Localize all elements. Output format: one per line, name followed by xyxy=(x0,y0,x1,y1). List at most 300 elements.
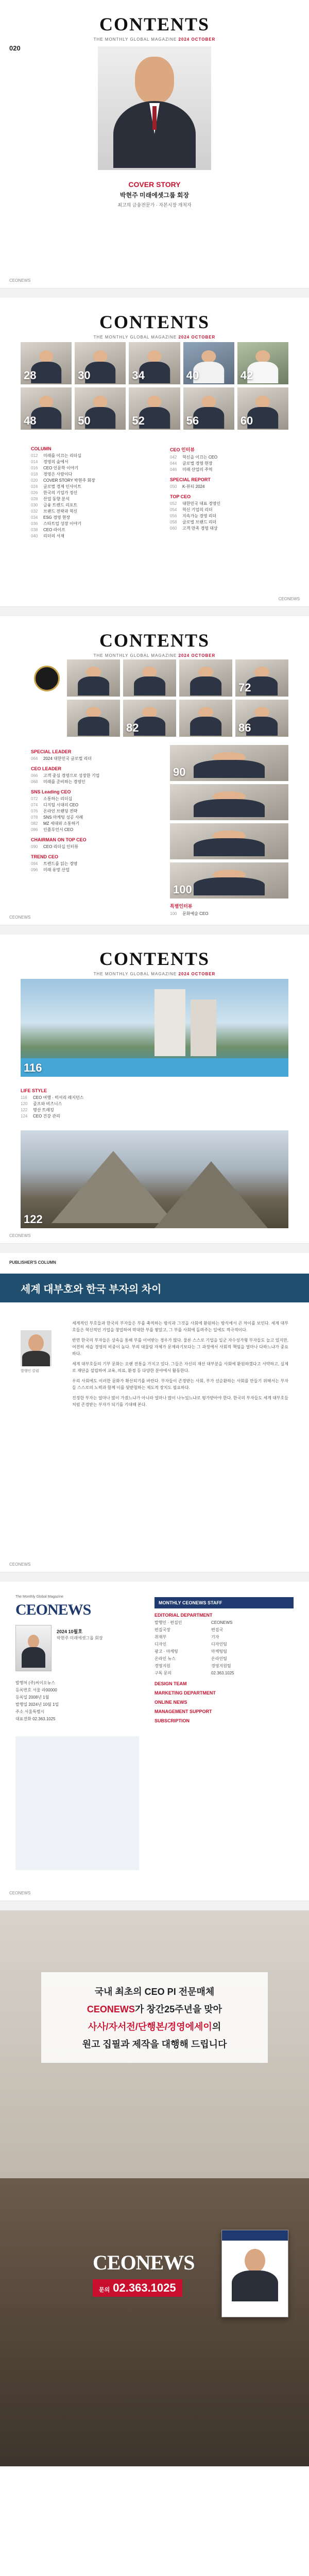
toc-item-title: 혁신을 이끄는 CEO xyxy=(182,455,218,460)
toc-heading: SPECIAL LEADER xyxy=(31,749,72,754)
page-separator xyxy=(0,1572,309,1582)
photo-tile xyxy=(21,342,72,384)
toc-item[interactable] xyxy=(170,454,283,461)
toc-page-number: 120 xyxy=(21,1101,28,1106)
toc-item[interactable] xyxy=(31,844,154,850)
toc-heading: TOP CEO xyxy=(170,494,191,499)
photo-grid xyxy=(67,659,288,737)
staff-name: 온라인팀 xyxy=(211,1656,227,1661)
toc-item[interactable] xyxy=(170,507,283,513)
toc-item[interactable] xyxy=(31,815,154,821)
toc-list xyxy=(170,484,283,490)
toc-page-number: 082 xyxy=(31,821,38,826)
toc-page-number: 124 xyxy=(21,1114,28,1118)
contents-subtitle xyxy=(0,972,309,976)
column-paragraph: 진정한 부자는 얼마나 많이 가졌느냐가 아니라 얼마나 많이 나누었느냐로 평가받아야 한다. 한국의 부자들도 세계 대부호들처럼 존경받는 부자가 되기를 기대해 본다. xyxy=(72,1396,288,1407)
masthead-ad-block xyxy=(15,1736,139,1870)
toc-page-number: 060 xyxy=(170,526,177,531)
photo-tile xyxy=(67,659,120,697)
toc-list xyxy=(31,756,154,762)
toc-item[interactable] xyxy=(31,802,154,808)
toc-page-number: 036 xyxy=(31,521,38,526)
cover-portrait xyxy=(113,57,196,170)
publisher-column-page xyxy=(0,1253,309,1572)
tile-number: 42 xyxy=(240,369,253,382)
column-body xyxy=(72,1320,288,1412)
staff-row xyxy=(154,1655,294,1663)
toc-page-number: 024 xyxy=(31,484,38,489)
staff-row xyxy=(154,1641,294,1648)
toc-page-number: 058 xyxy=(170,520,177,524)
toc-item[interactable] xyxy=(31,779,154,785)
tile-number: 122 xyxy=(24,1213,43,1226)
toc-item-title: 소통하는 리더십 xyxy=(43,796,73,801)
toc-page-number: 052 xyxy=(170,501,177,506)
staff-section-title: EDITORIAL DEPARTMENT xyxy=(154,1613,213,1618)
toc-list xyxy=(31,773,154,785)
column-title-bar xyxy=(0,1274,309,1302)
staff-name: 기자 xyxy=(211,1635,219,1639)
toc-item-title: 경영은 사람이다 xyxy=(43,472,73,477)
toc-heading: 특별인터뷰 xyxy=(170,904,193,909)
staff-section-title: ONLINE NEWS xyxy=(154,1700,187,1705)
photo-tile xyxy=(21,387,72,430)
ad-page xyxy=(0,1910,309,2467)
toc-heading: CEO LEADER xyxy=(31,766,62,771)
toc-item-title: 글로벌 경제 인사이트 xyxy=(43,484,81,489)
toc-item-title: 혁신 기업의 리더 xyxy=(182,507,213,512)
ad-logo: CEONEWS xyxy=(93,2251,195,2274)
toc-item[interactable] xyxy=(170,911,288,917)
toc-page-number: 076 xyxy=(31,809,38,814)
photo-tile xyxy=(67,700,120,737)
info-line: 등록번호 서울 라00000 xyxy=(15,1688,57,1692)
toc-list xyxy=(31,453,144,539)
toc-page-number: 034 xyxy=(31,515,38,520)
cover-photo xyxy=(98,46,211,170)
toc-column-left xyxy=(31,745,154,873)
staff-name: 편집국 xyxy=(211,1628,224,1632)
toc-page-number: 086 xyxy=(31,827,38,832)
photo-tile xyxy=(179,659,232,697)
staff-role: 구독 문의 xyxy=(154,1671,172,1675)
toc-item-title: 글로벌 브랜드 리더 xyxy=(182,520,217,524)
toc-item[interactable] xyxy=(170,519,283,526)
toc-block xyxy=(21,1084,175,1120)
toc-page-number: 038 xyxy=(31,528,38,532)
masthead-logo: CEONEWS xyxy=(15,1601,91,1618)
column-paragraph: 세계적인 부호들과 한국의 부자들은 부를 축적하는 방식과 그것을 사회에 환원하는 방식에서 큰 차이를 보인다. 세계 대부호들은 혁신적인 기업을 창업하여 막대한 부를 쌓았고, 그 부를 사회에 돌려주는 일에도 적극적이다. xyxy=(72,1321,288,1332)
tile-number: 52 xyxy=(132,414,145,427)
toc-item-title: K-뷰티 2024 xyxy=(182,484,205,489)
toc-item-title: 명산 트레킹 xyxy=(33,1108,54,1112)
toc-item[interactable] xyxy=(31,773,154,779)
info-line: 주소 서울특별시 xyxy=(15,1709,45,1714)
column-paragraph: 세계 대부호들의 기부 문화는 오랜 전통을 가지고 있다. 그들은 자신의 재산 대부분을 사회에 환원하겠다고 서약하고, 실제로 재단을 설립하여 교육, 의료, 환경 등 다양한 분야에서 활동한다. xyxy=(72,1362,288,1373)
toc-item-title: COVER STORY 박현주 회장 xyxy=(43,478,95,483)
contents-page-4 xyxy=(0,935,309,1244)
info-line: 대표전화 02.363.1025 xyxy=(15,1717,56,1721)
toc-item[interactable] xyxy=(21,1101,175,1107)
toc-item[interactable] xyxy=(31,521,144,527)
contents-title: CONTENTS xyxy=(99,948,210,969)
toc-item[interactable] xyxy=(170,484,283,490)
staff-header: MONTHLY CEONEWS STAFF xyxy=(154,1597,294,1608)
toc-item[interactable] xyxy=(31,496,144,502)
photo-column-right xyxy=(170,745,288,917)
tile-number: 82 xyxy=(126,721,139,734)
staff-row xyxy=(154,1619,294,1626)
photo-tile xyxy=(129,387,180,430)
contents-subtitle xyxy=(0,37,309,42)
tile-number: 40 xyxy=(186,369,199,382)
toc-item-title: 경영의 숲에서 xyxy=(43,460,68,464)
toc-item[interactable] xyxy=(31,827,154,833)
staff-role: 경영지원 xyxy=(154,1664,170,1668)
photo-tile xyxy=(75,387,126,430)
toc-item[interactable] xyxy=(21,1095,175,1101)
staff-section-title: MANAGEMENT SUPPORT xyxy=(154,1709,212,1714)
resort-photo xyxy=(21,979,288,1077)
toc-item[interactable] xyxy=(31,821,154,827)
toc-item[interactable] xyxy=(31,515,144,521)
cover-story-title: 박현주 미래에셋그룹 회장 xyxy=(119,192,190,199)
toc-item[interactable] xyxy=(170,461,283,467)
toc-list xyxy=(170,911,288,917)
staff-name: 마케팅팀 xyxy=(211,1649,227,1654)
toc-item-title: CEO 리더십 인터뷰 xyxy=(43,844,79,849)
ad-highlight: 사사/자서전/단행본/경영에세이 xyxy=(88,2022,212,2032)
contents-page-3 xyxy=(0,616,309,925)
toc-page-number: 044 xyxy=(170,461,177,466)
toc-page-number: 090 xyxy=(31,844,38,849)
toc-item[interactable] xyxy=(31,484,144,490)
photo-tile xyxy=(170,745,288,781)
staff-row xyxy=(154,1634,294,1641)
contents-subtitle xyxy=(0,653,309,658)
subtitle-prefix: THE MONTHLY GLOBAL MAGAZINE xyxy=(93,972,177,976)
photo-tile xyxy=(183,387,234,430)
toc-heading: LIFE STYLE xyxy=(21,1088,47,1093)
page-number: 020 xyxy=(9,44,21,52)
toc-item-title: 디지털 시대의 CEO xyxy=(43,803,79,807)
info-line: 발행처 (주)씨이오뉴스 xyxy=(15,1681,56,1685)
toc-item[interactable] xyxy=(31,502,144,509)
toc-list xyxy=(170,454,283,473)
toc-item-title: 글로벌 경영 현장 xyxy=(182,461,213,466)
toc-item-title: 미래를 이끄는 리더십 xyxy=(43,453,81,458)
toc-page-number: 050 xyxy=(170,484,177,489)
tile-number: 34 xyxy=(132,369,145,382)
page-footer: CEONEWS xyxy=(9,1233,31,1238)
toc-list xyxy=(31,796,154,833)
toc-page-number: 078 xyxy=(31,815,38,820)
cover-story-desc: 최고의 금융전문가 · 자본시장 개척자 xyxy=(117,202,192,208)
staff-section-title: MARKETING DEPARTMENT xyxy=(154,1690,216,1696)
toc-item-title: 리더의 서재 xyxy=(43,534,64,538)
photo-grid xyxy=(21,342,288,430)
page-footer: CEONEWS xyxy=(9,1562,31,1567)
toc-column-left xyxy=(31,442,144,539)
toc-item-title: 대한민국 대표 경영인 xyxy=(182,501,220,506)
toc-item-title: 한국의 기업가 정신 xyxy=(43,490,78,495)
toc-item[interactable] xyxy=(31,867,154,873)
toc-page-number: 054 xyxy=(170,507,177,512)
staff-role: 디자인 xyxy=(154,1642,167,1647)
toc-item-title: 산업 동향 분석 xyxy=(43,497,70,501)
staff-name: 02.363.1025 xyxy=(211,1671,234,1675)
page-footer: CEONEWS xyxy=(9,915,31,920)
page-separator xyxy=(0,607,309,616)
photo-tile xyxy=(237,342,288,384)
toc-item[interactable] xyxy=(31,509,144,515)
toc-page-number: 064 xyxy=(31,756,38,761)
toc-item[interactable] xyxy=(31,527,144,533)
toc-heading: SNS Leading CEO xyxy=(31,789,71,794)
toc-item-title: 인플루언서 CEO xyxy=(43,827,74,832)
toc-list xyxy=(170,501,283,532)
toc-page-number: 056 xyxy=(170,514,177,518)
column-label: PUBLISHER'S COLUMN xyxy=(9,1260,56,1265)
info-line: 등록일 2008년 1월 xyxy=(15,1695,49,1700)
ad-line-1: 국내 최초의 CEO PI 전문매체 xyxy=(94,1987,215,1997)
author-photo xyxy=(21,1330,52,1366)
contents-page-cover xyxy=(0,0,309,289)
toc-item-title: ESG 경영 현장 xyxy=(43,515,71,520)
info-line: 발행일 2024년 10월 1일 xyxy=(15,1702,59,1707)
ad-line-4: 원고 집필과 제작을 대행해 드립니다 xyxy=(82,2039,227,2049)
toc-item-title: 2024 대한민국 글로벌 리더 xyxy=(43,756,92,761)
toc-list xyxy=(21,1095,175,1120)
staff-name: 디자인팀 xyxy=(211,1642,227,1647)
toc-page-number: 068 xyxy=(31,779,38,784)
toc-page-number: 032 xyxy=(31,509,38,514)
subtitle-issue: 2024 OCTOBER xyxy=(178,972,216,976)
toc-item[interactable] xyxy=(31,861,154,867)
toc-item-title: 온라인 브랜딩 전략 xyxy=(43,809,78,814)
toc-item[interactable] xyxy=(170,513,283,519)
staff-row xyxy=(154,1670,294,1677)
toc-item[interactable] xyxy=(170,526,283,532)
toc-column-right xyxy=(170,442,283,532)
tile-number: 60 xyxy=(240,414,253,427)
masthead-cover-thumb xyxy=(15,1625,52,1671)
toc-item-title: MZ 세대와 소통하기 xyxy=(43,821,80,826)
ad-desk-scene xyxy=(0,2178,309,2467)
toc-item-title: CEO 여행 · 럭셔리 레지던스 xyxy=(33,1095,84,1100)
photo-tile xyxy=(129,342,180,384)
toc-page-number: 116 xyxy=(21,1095,27,1100)
toc-item-title: SNS 마케팅 성공 사례 xyxy=(43,815,83,820)
toc-page-number: 028 xyxy=(31,497,38,501)
subtitle-prefix: THE MONTHLY GLOBAL MAGAZINE xyxy=(93,653,177,658)
badge-circle xyxy=(34,666,60,691)
toc-item-title: 스타트업 성장 이야기 xyxy=(43,521,81,526)
mountain-photo xyxy=(21,1130,288,1228)
toc-item[interactable] xyxy=(31,478,144,484)
toc-page-number: 074 xyxy=(31,803,38,807)
toc-page-number: 046 xyxy=(170,467,177,472)
staff-section-title: DESIGN TEAM xyxy=(154,1681,187,1686)
photo-tile xyxy=(179,700,232,737)
staff-section-title: SUBSCRIPTION xyxy=(154,1718,190,1723)
toc-item[interactable] xyxy=(31,465,144,471)
page-footer: CEONEWS xyxy=(9,1891,31,1895)
tile-number: 28 xyxy=(24,369,37,382)
toc-item[interactable] xyxy=(170,467,283,473)
masthead-left-info xyxy=(15,1680,139,1723)
subtitle-issue: 2024 OCTOBER xyxy=(178,335,216,340)
photo-tile xyxy=(235,700,288,737)
toc-page-number: 018 xyxy=(31,472,38,477)
toc-item[interactable] xyxy=(31,459,144,465)
subtitle-prefix: THE MONTHLY GLOBAL MAGAZINE xyxy=(93,335,177,340)
masthead-header-small: The Monthly Global Magazine xyxy=(15,1595,63,1599)
toc-page-number: 094 xyxy=(31,861,38,866)
ad-phone-bar xyxy=(93,2279,182,2297)
toc-list xyxy=(31,861,154,873)
toc-item-title: CEO 건강 관리 xyxy=(33,1114,60,1118)
toc-page-number: 122 xyxy=(21,1108,28,1112)
staff-list xyxy=(154,1619,294,1677)
toc-item[interactable] xyxy=(21,1107,175,1113)
toc-heading: CEO 인터뷰 xyxy=(170,447,195,452)
toc-heading: COLUMN xyxy=(31,446,52,451)
toc-item[interactable] xyxy=(31,453,144,459)
page-separator xyxy=(0,289,309,298)
toc-page-number: 066 xyxy=(31,773,38,778)
toc-page-number: 014 xyxy=(31,460,38,464)
toc-item-title: 고객 중심 경영으로 성장한 기업 xyxy=(43,773,100,778)
toc-item-title: 금융 트렌드 리포트 xyxy=(43,503,78,507)
photo-tile xyxy=(123,659,176,697)
toc-item-title: 골프와 비즈니스 xyxy=(33,1101,62,1106)
tile-number: 90 xyxy=(173,766,186,778)
staff-row xyxy=(154,1663,294,1670)
photo-tile xyxy=(123,700,176,737)
contents-title: CONTENTS xyxy=(99,14,210,35)
tile-number: 50 xyxy=(78,414,91,427)
contents-title: CONTENTS xyxy=(99,312,210,332)
page-separator xyxy=(0,925,309,935)
ad-text: 의 xyxy=(212,2022,221,2032)
contents-subtitle xyxy=(0,335,309,340)
page-footer: CEONEWS xyxy=(278,597,300,601)
tile-number: 30 xyxy=(78,369,91,382)
toc-item-title: 문화예술 CEO xyxy=(182,911,209,916)
ad-highlight: CEONEWS xyxy=(87,2004,135,2014)
toc-heading: TREND CEO xyxy=(31,854,59,859)
toc-heading: SPECIAL REPORT xyxy=(170,477,211,482)
contents-page-2 xyxy=(0,298,309,607)
toc-item-title: CEO 인문학 이야기 xyxy=(43,466,79,470)
photo-tile xyxy=(170,862,288,899)
ad-line-2 xyxy=(52,2002,258,2015)
tile-number: 56 xyxy=(186,414,199,427)
toc-page-number: 020 xyxy=(31,478,38,483)
photo-tile xyxy=(237,387,288,430)
staff-role: 발행인 · 편집인 xyxy=(154,1620,182,1625)
tile-number: 86 xyxy=(238,721,251,734)
staff-name: 경영지원팀 xyxy=(211,1664,231,1668)
tile-number: 72 xyxy=(238,681,251,694)
staff-role: 취재부 xyxy=(154,1635,167,1639)
toc-page-number: 100 xyxy=(170,911,177,916)
toc-page-number: 072 xyxy=(31,796,38,801)
staff-role: 온라인 뉴스 xyxy=(154,1656,176,1661)
tile-number: 100 xyxy=(173,883,192,896)
staff-row xyxy=(154,1648,294,1655)
toc-page-number: 012 xyxy=(31,453,38,458)
cover-story-label: COVER STORY xyxy=(128,180,181,189)
photo-tile xyxy=(170,823,288,859)
page-footer: CEONEWS xyxy=(9,278,31,283)
toc-page-number: 026 xyxy=(31,490,38,495)
photo-tile xyxy=(235,659,288,697)
toc-page-number: 096 xyxy=(31,868,38,872)
ad-line-3 xyxy=(52,2020,258,2033)
staff-role: 편집국장 xyxy=(154,1628,170,1632)
column-paragraph: 반면 한국의 부자들은 상속을 통해 부를 이어받는 경우가 많다. 물론 스스로 기업을 일군 자수성가형 부자들도 늘고 있지만, 여전히 세습 경영의 비중이 높다. 부의 대물림 자체가 문제라기보다는 그 과정에서 사회적 책임을 얼마나 다하느냐가 중요하다. xyxy=(72,1338,288,1356)
toc-item-title: 트렌드를 읽는 경영 xyxy=(43,861,78,866)
ad-text-panel xyxy=(41,1972,268,2063)
toc-page-number: 042 xyxy=(170,455,177,460)
photo-tile xyxy=(183,342,234,384)
masthead-issue: 2024 10월호 xyxy=(57,1629,82,1634)
toc-item[interactable] xyxy=(31,533,144,539)
toc-item-title: 지속가능 경영 리더 xyxy=(182,514,217,518)
photo-tile xyxy=(75,342,126,384)
toc-item-title: 미래 산업의 주역 xyxy=(182,467,213,472)
masthead-cover-caption: 박현주 미래에셋그룹 회장 xyxy=(57,1636,103,1640)
subtitle-issue: 2024 OCTOBER xyxy=(178,37,216,42)
column-paragraph: 우리 사회에도 이러한 문화가 확산되기를 바란다. 부자들이 존경받는 사회, 부가 선순환하는 사회를 만들기 위해서는 부자들 스스로의 노력과 함께 이를 뒷받침하는 제도적 장치도 필요하다. xyxy=(72,1379,288,1390)
toc-page-number: 016 xyxy=(31,466,38,470)
photo-tile xyxy=(170,784,288,820)
toc-item-title: 고객 만족 경영 대상 xyxy=(182,526,218,531)
toc-item[interactable] xyxy=(31,471,144,478)
ad-text: 가 창간25주년을 맞아 xyxy=(134,2004,222,2014)
toc-item-title: 미래 유망 산업 xyxy=(43,868,70,872)
toc-list xyxy=(31,844,154,850)
toc-item-title: CEO 라이프 xyxy=(43,528,65,532)
subtitle-prefix: THE MONTHLY GLOBAL MAGAZINE xyxy=(93,37,177,42)
masthead-page xyxy=(0,1582,309,1901)
toc-page-number: 040 xyxy=(31,534,38,538)
toc-item[interactable] xyxy=(31,808,154,815)
toc-item-title: 미래를 준비하는 경영인 xyxy=(43,779,85,784)
author-caption: 발행인 칼럼 xyxy=(21,1369,39,1373)
toc-item[interactable] xyxy=(31,796,154,802)
toc-item[interactable] xyxy=(21,1113,175,1120)
staff-row xyxy=(154,1626,294,1634)
tile-number: 48 xyxy=(24,414,37,427)
ad-magazine-mock xyxy=(221,2230,288,2317)
column-title: 세계 대부호와 한국 부자의 차이 xyxy=(21,1283,162,1295)
contents-title: CONTENTS xyxy=(99,630,210,651)
toc-item[interactable] xyxy=(170,501,283,507)
subtitle-issue: 2024 OCTOBER xyxy=(178,653,216,658)
staff-role: 광고 · 마케팅 xyxy=(154,1649,178,1654)
ad-phone-label: 문의 xyxy=(99,2287,110,2293)
toc-item[interactable] xyxy=(31,756,154,762)
ad-phone: 02.363.1025 xyxy=(113,2281,176,2294)
page-separator xyxy=(0,1244,309,1253)
staff-name: CEONEWS xyxy=(211,1620,233,1625)
page-separator xyxy=(0,1901,309,1910)
toc-item[interactable] xyxy=(31,490,144,496)
toc-page-number: 030 xyxy=(31,503,38,507)
